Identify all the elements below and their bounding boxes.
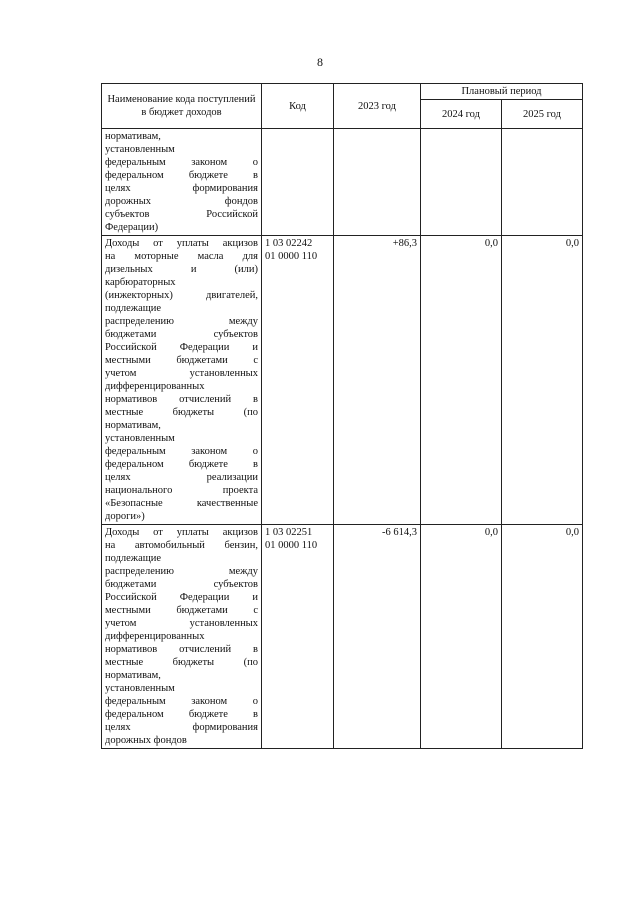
table-row xyxy=(102,129,583,236)
revenue-name-line: субъектов Российской xyxy=(105,209,258,220)
revenue-name-line: нормативов отчислений в xyxy=(105,644,258,655)
value-2023-cell: +86,3 xyxy=(334,236,421,525)
header-row xyxy=(102,84,583,100)
value-2025-cell: 0,0 xyxy=(502,525,583,749)
value-2023-cell xyxy=(334,129,421,236)
value-2024-cell: 0,0 xyxy=(421,236,502,525)
revenue-name-line: федеральном бюджете в xyxy=(105,170,258,181)
header-planned-period: Плановый период xyxy=(421,84,583,100)
table-body xyxy=(102,129,583,749)
revenue-name-line: нормативам, xyxy=(105,670,161,681)
revenue-code-cell xyxy=(262,129,334,236)
revenue-name-line: Доходы от уплаты акцизов xyxy=(105,238,258,249)
page-number: 8 xyxy=(317,55,323,69)
revenue-name-line: дорожных фондов xyxy=(105,196,258,207)
revenue-name-line: Доходы от уплаты акцизов xyxy=(105,527,258,538)
revenue-name-line: местные бюджеты (по xyxy=(105,657,258,668)
revenue-name-line: дорожных фондов xyxy=(105,735,187,746)
revenue-name-line: дороги») xyxy=(105,511,145,522)
revenue-name-line: национального проекта xyxy=(105,485,258,496)
revenue-name-line: установленным xyxy=(105,144,175,155)
revenue-name-line: нормативам, xyxy=(105,131,161,142)
revenue-name-line: распределению между xyxy=(105,566,258,577)
revenue-name-line: местные бюджеты (по xyxy=(105,407,258,418)
revenue-name-line: подлежащие xyxy=(105,303,162,314)
revenue-name-line: дифференцированных xyxy=(105,381,205,392)
revenue-name-line: учетом установленных xyxy=(105,618,258,629)
revenue-name-line: Российской Федерации и xyxy=(105,592,258,603)
header-2025: 2025 год xyxy=(502,100,583,129)
revenue-name-line: учетом установленных xyxy=(105,368,258,379)
revenue-code-cell: 1 03 02242 01 0000 110 xyxy=(262,236,334,525)
header-2023: 2023 год xyxy=(334,84,421,129)
value-2024-cell: 0,0 xyxy=(421,525,502,749)
revenue-code-cell: 1 03 02251 01 0000 110 xyxy=(262,525,334,749)
revenue-name-line: на моторные масла для xyxy=(105,251,258,262)
revenue-name-cell xyxy=(102,236,262,525)
revenue-table xyxy=(101,83,583,749)
revenue-name-line: федеральном бюджете в xyxy=(105,459,258,470)
revenue-name-line: Федерации) xyxy=(105,222,159,233)
revenue-name-line: местными бюджетами с xyxy=(105,355,258,366)
revenue-name-line: целях формирования xyxy=(105,183,258,194)
revenue-name-line: бюджетами субъектов xyxy=(105,329,258,340)
revenue-name-line: федеральным законом о xyxy=(105,446,258,457)
revenue-name-line: федеральным законом о xyxy=(105,696,258,707)
revenue-name-line: федеральным законом о xyxy=(105,157,258,168)
table-row xyxy=(102,236,583,525)
revenue-name-line: дизельных и (или) xyxy=(105,264,258,275)
revenue-name-line: (инжекторных) двигателей, xyxy=(105,290,258,301)
revenue-name-line: целях реализации xyxy=(105,472,258,483)
revenue-name-line: установленным xyxy=(105,683,175,694)
value-2025-cell xyxy=(502,129,583,236)
value-2023-cell: -6 614,3 xyxy=(334,525,421,749)
revenue-name-cell xyxy=(102,129,262,236)
header-2024: 2024 год xyxy=(421,100,502,129)
value-2024-cell xyxy=(421,129,502,236)
revenue-name-line: установленным xyxy=(105,433,175,444)
revenue-name-line: на автомобильный бензин, xyxy=(105,540,258,551)
header-code: Код xyxy=(262,84,334,129)
revenue-name-line: карбюраторных xyxy=(105,277,176,288)
revenue-name-line: распределению между xyxy=(105,316,258,327)
revenue-name-line: федеральном бюджете в xyxy=(105,709,258,720)
value-2025-cell: 0,0 xyxy=(502,236,583,525)
revenue-name-line: нормативам, xyxy=(105,420,161,431)
revenue-name-line: Российской Федерации и xyxy=(105,342,258,353)
revenue-name-line: подлежащие xyxy=(105,553,162,564)
header-name: Наименование кода поступлений в бюджет доходов xyxy=(102,84,262,129)
revenue-name-line: «Безопасные качественные xyxy=(105,498,258,509)
table-row xyxy=(102,525,583,749)
revenue-name-cell xyxy=(102,525,262,749)
revenue-name-line: местными бюджетами с xyxy=(105,605,258,616)
revenue-name-line: нормативов отчислений в xyxy=(105,394,258,405)
revenue-name-line: дифференцированных xyxy=(105,631,205,642)
revenue-name-line: целях формирования xyxy=(105,722,258,733)
revenue-name-line: бюджетами субъектов xyxy=(105,579,258,590)
